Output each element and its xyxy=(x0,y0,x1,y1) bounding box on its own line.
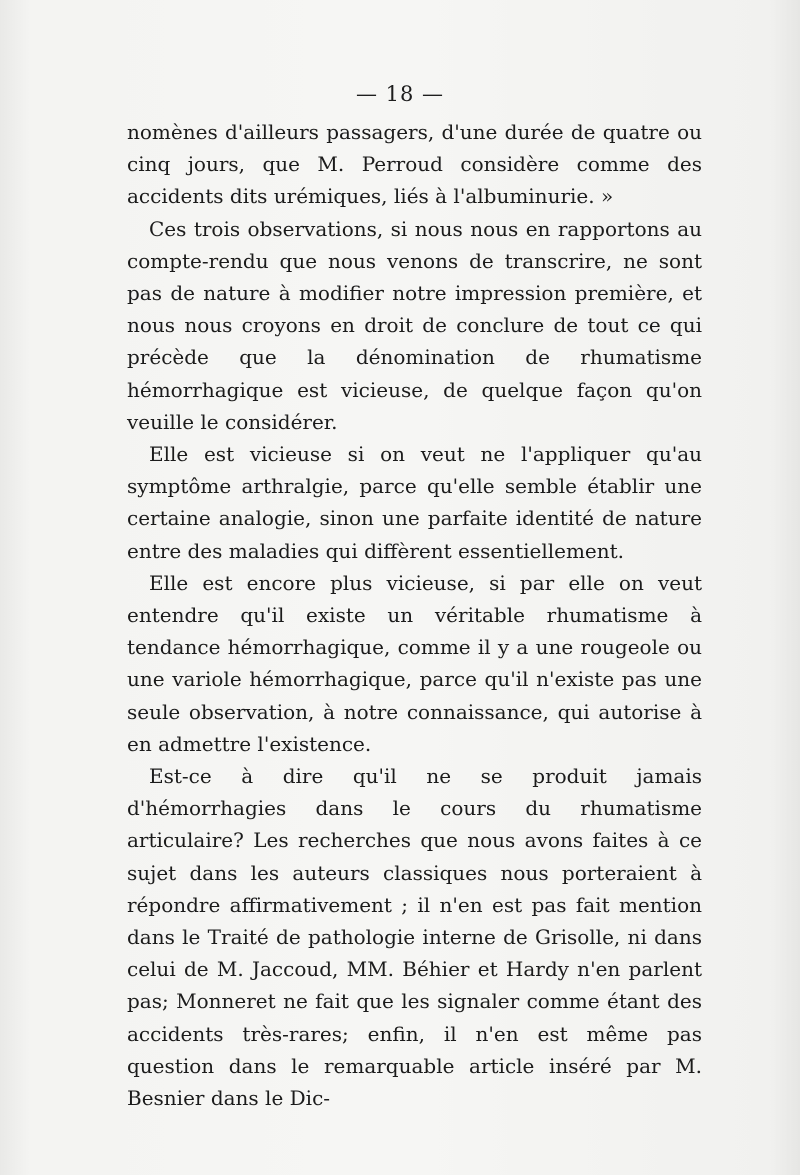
paragraph-4: Elle est encore plus vicieuse, si par elle on veut entendre qu'il existe un véritable rhumatisme à tendance hémorrhagique, comme il y a une rougeole ou une variole hémorrhagique, parce qu'il n'existe pas une seule observation, à notre connaissance, qui autorise à en admettre l'existence. xyxy=(127,570,702,756)
body-text xyxy=(127,116,702,1114)
page-number: — 18 — xyxy=(355,82,445,106)
paragraph-3: Elle est vicieuse si on veut ne l'appliquer qu'au symptôme arthralgie, parce qu'elle semble établir une certaine analogie, sinon une parfaite identité de nature entre des maladies qui diffèrent essentiellement. xyxy=(127,442,702,563)
paragraph-2: Ces trois observations, si nous nous en rapportons au compte-rendu que nous venons de transcrire, ne sont pas de nature à modifier notre impression première, et nous nous croyons en droit de conclure de tout ce qui précède que la dénomination de rhumatisme hémorrhagique est vicieuse, de quelque façon qu'on veuille le considérer. xyxy=(127,216,702,434)
paragraph-1: nomènes d'ailleurs passagers, d'une durée de quatre ou cinq jours, que M. Perroud considère comme des accidents dits urémiques, liés à l'albuminurie. » xyxy=(127,120,702,209)
paragraph-5: Est-ce à dire qu'il ne se produit jamais d'hémorrhagies dans le cours du rhumatisme articulaire? Les recherches que nous avons faites à ce sujet dans les auteurs classiques nous porteraient à répondre affirmativement ; il n'en est pas fait mention dans le Traité de pathologie interne de Grisolle, ni dans celui de M. Jaccoud, MM. Béhier et Hardy n'en parlent pas; Monneret ne fait que les signaler comme étant des accidents très-rares; enfin, il n'en est même pas question dans le remarquable article inséré par M. Besnier dans le Dic- xyxy=(127,764,702,1111)
